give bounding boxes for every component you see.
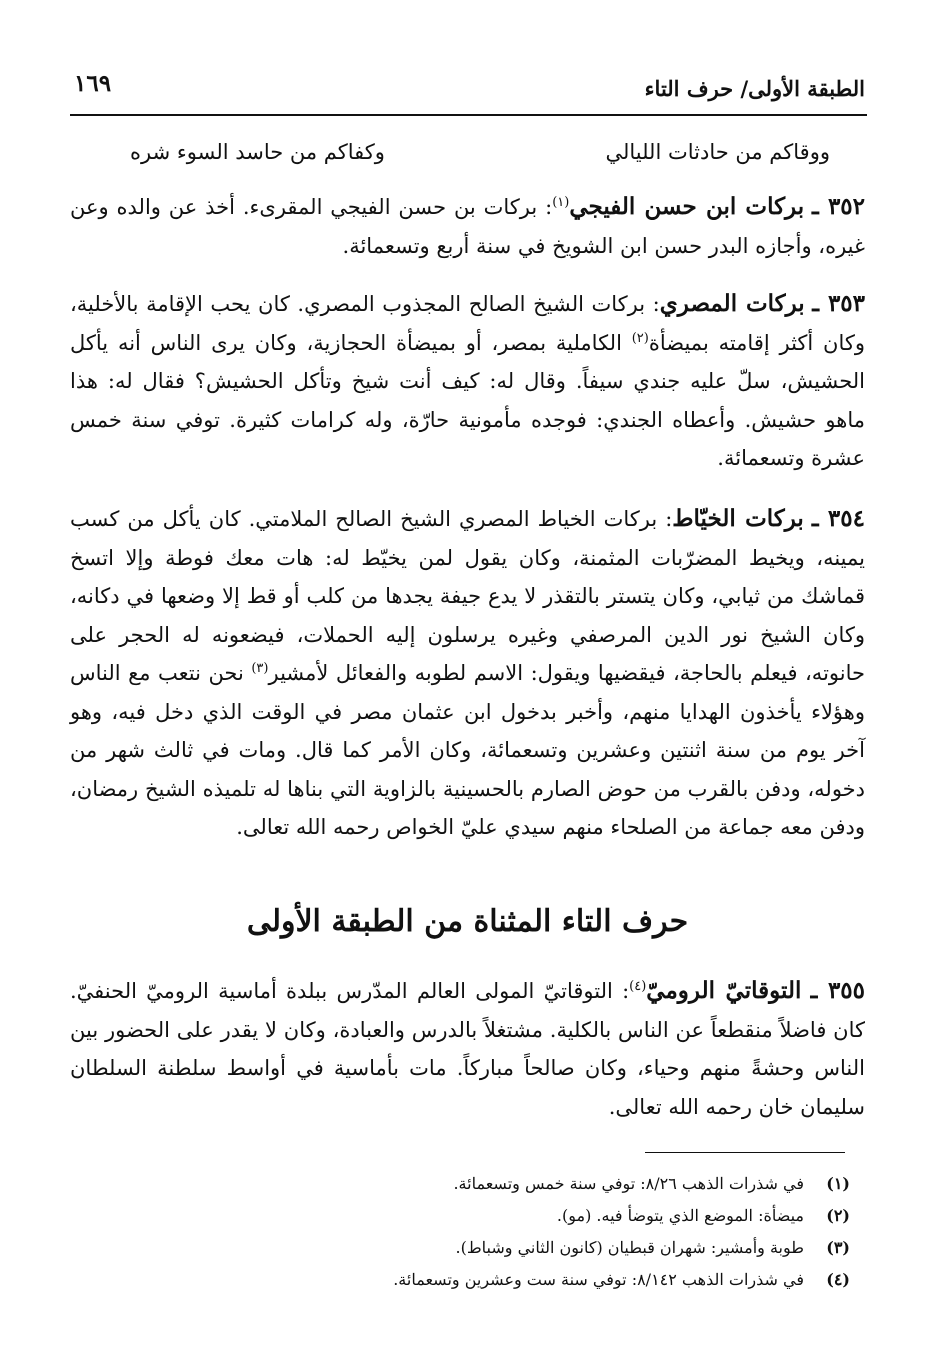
footnote-number: (٢) [826, 1206, 850, 1225]
footnote-number: (٣) [826, 1238, 850, 1257]
footnote [200, 1264, 850, 1296]
page-number: ١٦٩ [74, 70, 112, 97]
entry-name: بركات ابن حسن الفيجي [569, 193, 805, 220]
footnote-number: (٤) [826, 1270, 850, 1289]
footnote-text: في شذرات الذهب ٨/١٤٢: توفي سنة ست وعشرين وتسعمائة. [393, 1270, 804, 1289]
entry-number: ٣٥٢ ـ [812, 193, 866, 220]
footnote [200, 1232, 850, 1264]
entry-text-continued: الكاملية بمصر، أو بميضأة الحجازية، وكان يرى الناس أنه يأكل الحشيش، سلّ عليه جندي سيفاً. وقال له: كيف أنت شيخ وتأكل الحشيش؟ فقال له: هذا ماهو حشيش. وأعطاه الجندي: فوجده مأمونية حارّة، وله كرامات كثيرة. توفي سنة خمس عشرة وتسعمائة. [70, 330, 865, 470]
entry-number: ٣٥٣ ـ [812, 290, 865, 317]
entry-number: ٣٥٤ ـ [811, 505, 865, 532]
footnote-text: ميضأة: الموضع الذي يتوضأ فيه. (مو). [556, 1206, 804, 1225]
poem-verse [110, 140, 830, 180]
entry-353 [70, 285, 865, 478]
entry-352 [70, 188, 865, 265]
footnotes [200, 1168, 850, 1296]
footnote [200, 1200, 850, 1232]
verse-left-hemistich: وكفاكم من حاسد السوء شره [130, 140, 385, 164]
entry-name: بركات الخيّاط [672, 505, 804, 532]
footnote-rule [645, 1152, 845, 1153]
header-rule [70, 114, 867, 116]
footnote-ref: (١) [552, 195, 570, 210]
entry-text: : بركات بن حسن الفيجي المقرىء. أخذ عن والده وعن غيره، وأجازه البدر حسن ابن الشويخ في سنة أربع وتسعمائة. [70, 195, 865, 258]
footnote [200, 1168, 850, 1200]
footnote-ref: (٣) [251, 661, 269, 676]
footnote-text: طوبة وأمشير: شهران قبطيان (كانون الثاني وشباط). [455, 1238, 804, 1257]
entry-text-continued: نحن نتعب مع الناس وهؤلاء يأخذون الهدايا منهم، وأخبر بدخول ابن عثمان مصر في الوقت الذي دخل فيه، وهو آخر يوم من سنة اثنتين وعشرين وتسعمائة، وكان الأمر كما قال. ومات في ثالث شهر من دخوله، ودفن بالقرب من حوض الصارم بالحسينية بالزاوية التي بناها له تلميذه الشيخ رمضان، ودفن معه جماعة من الصلحاء منهم سيدي عليّ الخواص رحمه الله تعالى. [70, 661, 865, 839]
section-heading: حرف التاء المثناة من الطبقة الأولى [246, 904, 689, 939]
footnote-number: (١) [826, 1174, 850, 1193]
entry-text: : بركات الشيخ الصالح المجذوب المصري. كان يحب الإقامة بالأخلية، وكان أكثر إقامته بميضأة [70, 292, 866, 355]
entry-number: ٣٥٥ ـ [810, 977, 865, 1004]
footnote-ref: (٢) [631, 330, 649, 346]
entry-name: التوقاتيّ الروميّ [646, 977, 802, 1004]
running-title: الطبقة الأولى/ حرف التاء [644, 76, 865, 101]
verse-right-hemistich: ووقاكم من حادثات الليالي [605, 140, 830, 164]
page-header [70, 70, 865, 110]
entry-text: : بركات الخياط المصري الشيخ الصالح الملامتي. كان يأكل من كسب يمينه، ويخيط المضرّبات المثمنة، وكان يقول لمن يخيّط له: هات معك فوطة وإلا اتسخ قماشك من ثيابي، وكان يتستر بالتقذر لا يدع جيفة يجدها من كلب أو قط إلا وضعها في دكانه، وكان الشيخ نور الدين المرصفي وغيره يرسلون إليه الحملات، فيضعونه له الحجر على حانوته، فيعلم بالحاجة، فيقضيها ويقول: الاسم لطوبه والفعائل لأمشير [70, 507, 865, 685]
footnote-text: في شذرات الذهب ٨/٢٦: توفي سنة خمس وتسعمائة. [453, 1174, 804, 1193]
entry-355 [70, 972, 865, 1126]
entry-name: بركات المصري [659, 290, 805, 317]
footnote-ref: (٤) [629, 979, 647, 994]
entry-text: : التوقاتيّ المولى العالم المدّرس ببلدة أماسية الروميّ الحنفيّ. كان فاضلاً منقطعاً عن الناس بالكلية. مشتغلاً بالدرس والعبادة، وكان لا يقدر على الحضور بين الناس وحشةً منهم وحياء، وكان صالحاً مباركاً. مات بأماسية في أواسط سلطنة السلطان سليمان خان رحمه الله تعالى. [70, 979, 865, 1119]
entry-354 [70, 500, 865, 847]
